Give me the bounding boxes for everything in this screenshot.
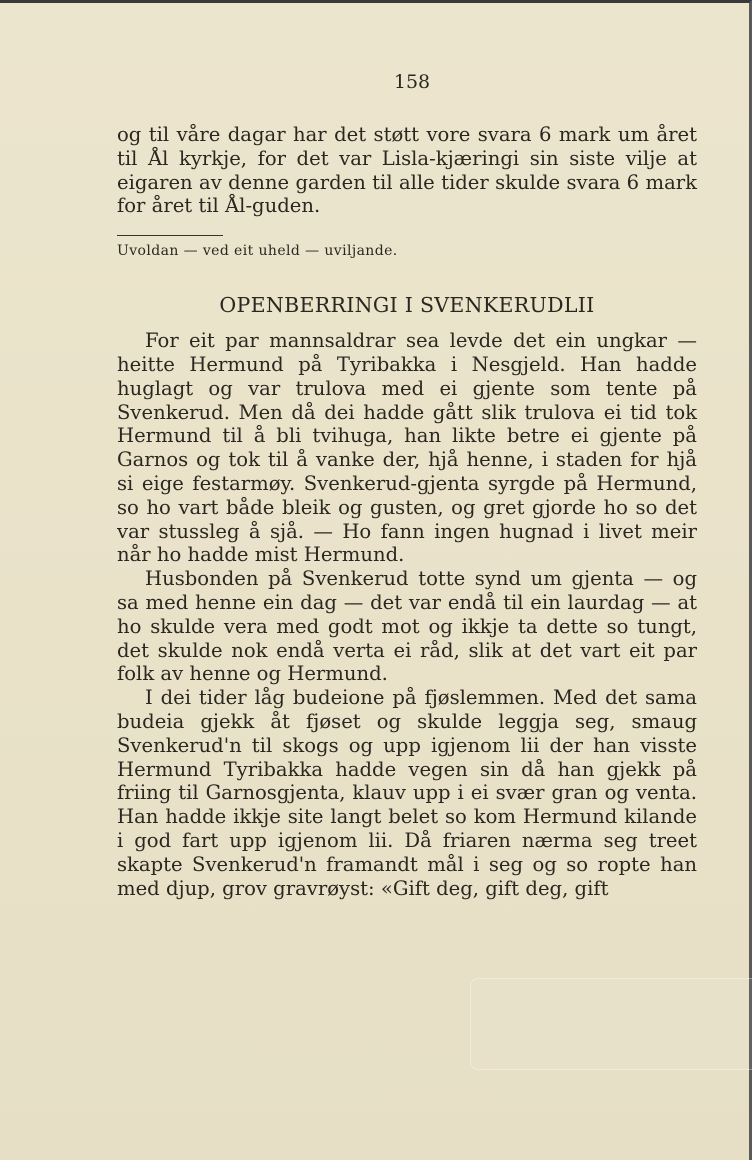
footnote-rule [117,235,223,236]
page-number: 158 [393,71,431,93]
paper-scuff-mark [470,978,752,1070]
paragraph-1: og til våre dagar har det støtt vore svara 6 mark um året til Ål kyrkje, for det var Lisla-kjæringi sin siste vilje at eigaren av denne garden til alle tider skulde svara 6 mark for året til Ål-guden. [117,123,697,218]
paragraph-2: For eit par mannsaldrar sea levde det ein ungkar — heitte Hermund på Tyribakka i Nesgjeld. Han hadde huglagt og var trulova med ei gjente som tente på Svenkerud. Men då dei hadde gått slik trulova ei tid tok Hermund til å bli tvihuga, han likte betre ei gjente på Garnos og tok til å vanke der, hjå henne, i staden for hjå si eige festarmøy. Svenkerud-gjenta syrgde på Hermund, so ho vart både bleik og gusten, og gret gjorde ho so det var stussleg å sjå. — Ho fann ingen hugnad i livet meir når ho hadde mist Hermund. [117,329,697,567]
section-heading: OPENBERRINGI I SVENKERUDLII [219,293,595,318]
page-content [117,71,697,900]
paragraph-4: I dei tider låg budeione på fjøslemmen. Med det sama budeia gjekk åt fjøset og skulde leggja seg, smaug Svenkerud'n til skogs og upp igjenom lii der han visste Hermund Tyribakka hadde vegen sin då han gjekk på friing til Garnosgjenta, klauv upp i ei svær gran og venta. Han hadde ikkje site langt belet so kom Hermund kilande i god fart upp igjenom lii. Då friaren nærma seg treet skapte Svenkerud'n framandt mål i seg og so ropte han med djup, grov gravrøyst: «Gift deg, gift deg, gift [117,686,697,900]
footnote: Uvoldan — ved eit uheld — uviljande. [117,243,398,260]
paragraph-3: Husbonden på Svenkerud totte synd um gjenta — og sa med henne ein dag — det var endå til ein laurdag — at ho skulde vera med godt mot og ikkje ta dette so tungt, det skulde nok endå verta ei råd, slik at det vart eit par folk av henne og Hermund. [117,567,697,686]
